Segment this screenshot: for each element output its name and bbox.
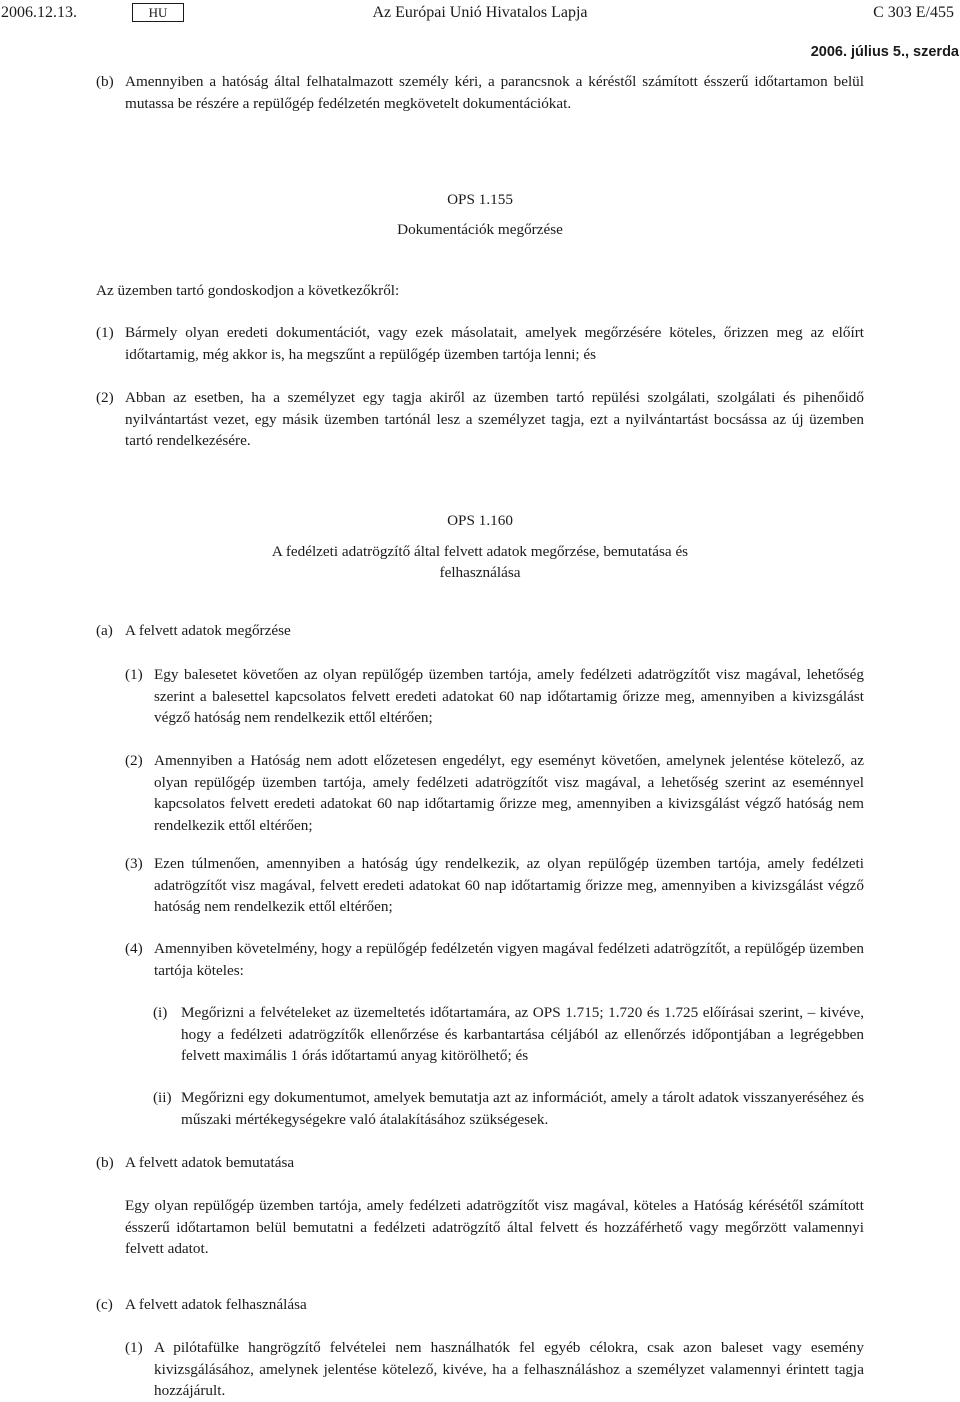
list-item	[125, 938, 864, 981]
sub-list-item	[153, 1002, 864, 1067]
item-text: Ezen túlmenően, amennyiben a hatóság úgy rendelkezik, az olyan repülőgép üzemben tartója, amely fedélzeti adatrögzítőt visz magával, felvett eredeti adatokat 60 nap időtartamig őrizze meg, amennyiben a kivizsgálást végző hatóság nem rendelkezik ettől eltérően;	[154, 855, 864, 915]
subsection-label: (a)	[96, 622, 113, 639]
item-label: (b)	[96, 73, 114, 90]
list-item	[96, 387, 864, 452]
section-title-line-1: A fedélzeti adatrögzítő által felvett adatok megőrzése, bemutatása és	[271, 543, 689, 560]
item-text: Amennyiben a hatóság által felhatalmazott személy kéri, a parancsnok a kéréstől számított ésszerű időtartamon belül mutassa be részére a repülőgép fedélzetén megkövetelt dokumentációkat.	[125, 73, 864, 112]
list-item	[125, 750, 864, 836]
item-label: (2)	[96, 389, 114, 406]
subsection-heading: A felvett adatok bemutatása	[125, 1154, 295, 1171]
section-number: OPS 1.160	[447, 512, 513, 529]
item-label: (1)	[125, 1339, 143, 1356]
publication-date: 2006.12.13.	[1, 4, 77, 21]
list-item	[125, 1337, 864, 1402]
subsection-heading: A felvett adatok megőrzése	[125, 622, 291, 639]
item-text: Amennyiben a Hatóság nem adott előzetesen engedélyt, egy eseményt követően, amelynek jelentése kötelező, az olyan repülőgép üzemben tartója, amely fedélzeti adatrögzítőt visz magával, a lehetőség szerint az eseménnyel kapcsolatos felvett eredeti adatokat 60 nap időtartamig őrizze meg, amennyiben a kivizsgálást végző hatóság nem rendelkezik ettől eltérően;	[154, 752, 864, 834]
item-text: Amennyiben követelmény, hogy a repülőgép fedélzetén vigyen magával fedélzeti adatrögzítőt, a repülőgép üzemben tartója köteles:	[154, 940, 864, 979]
subsection-heading: A felvett adatok felhasználása	[125, 1296, 307, 1313]
item-label: (4)	[125, 940, 143, 957]
section-number: OPS 1.155	[447, 191, 513, 208]
item-label: (ii)	[153, 1089, 172, 1106]
item-text: Bármely olyan eredeti dokumentációt, vagy ezek másolatait, amelyek megőrzésére köteles, őrizzen meg az előírt időtartamig, még akkor is, ha megszűnt a repülőgép üzemben tartója lenni; és	[125, 324, 864, 363]
section-title-line-2: felhasználása	[439, 564, 521, 581]
journal-reference: C 303 E/455	[873, 4, 954, 21]
language-badge: HU	[132, 3, 184, 22]
subsection-label: (b)	[96, 1154, 114, 1171]
item-label: (3)	[125, 855, 143, 872]
subsection-label: (c)	[96, 1296, 113, 1313]
subsection-text: Egy olyan repülőgép üzemben tartója, amely fedélzeti adatrögzítőt visz magával, köteles a Hatóság kérésétől számított ésszerű időtartamon belül bemutatni a fedélzeti adatrögzítő által felvett és hozzáférhető vagy megőrzött valamennyi felvett adatot.	[125, 1197, 864, 1257]
sub-list-item	[153, 1087, 864, 1130]
section-title: Dokumentációk megőrzése	[397, 221, 563, 238]
item-text: Megőrizni egy dokumentumot, amelyek bemutatja azt az információt, amely a tárolt adatok visszanyeréséhez és műszaki mértékegységekre való átalakításához szükségesek.	[181, 1089, 864, 1128]
item-label: (1)	[125, 666, 143, 683]
item-text: Megőrizni a felvételeket az üzemeltetés időtartamára, az OPS 1.715; 1.720 és 1.725 előírásai szerint, – kivéve, hogy a fedélzeti adatrögzítők ellenőrzése és karbantartása céljából az ellenőrzés időpontjában a legrégebben felvett maximális 1 órás időtartamú anyag kitörölhető; és	[181, 1004, 864, 1064]
sitting-date: 2006. július 5., szerda	[810, 44, 959, 60]
item-text: Abban az esetben, ha a személyzet egy tagja akiről az üzemben tartó repülési szolgálati, szolgálati és pihenőidő nyilvántartást vezet, egy másik üzemben tartónál lesz a személyzet tagja, ezt a nyilvántartást bocsássa az új üzemben tartó rendelkezésére.	[125, 389, 864, 449]
item-label: (2)	[125, 752, 143, 769]
item-label: (i)	[153, 1004, 168, 1021]
item-text: A pilótafülke hangrögzítő felvételei nem használhatók fel egyéb célokra, csak azon baleset vagy esemény kivizsgálásához, amelynek jelentése kötelező, kivéve, ha a felhasználáshoz a személyzet valamennyi érintett tagja hozzájárult.	[154, 1339, 864, 1399]
intro-item-b	[96, 71, 864, 114]
journal-title: Az Európai Unió Hivatalos Lapja	[372, 4, 588, 21]
section-lead: Az üzemben tartó gondoskodjon a következőkről:	[96, 282, 400, 299]
item-text: Egy balesetet követően az olyan repülőgép üzemben tartója, amely fedélzeti adatrögzítőt visz magával, lehetőség szerint a balesettel kapcsolatos felvett eredeti adatokat 60 nap időtartamig őrizze meg, amennyiben a kivizsgálást végző hatóság nem rendelkezik ettől eltérően;	[154, 666, 864, 726]
list-item	[125, 853, 864, 918]
list-item	[96, 322, 864, 365]
list-item	[125, 664, 864, 729]
item-label: (1)	[96, 324, 114, 341]
